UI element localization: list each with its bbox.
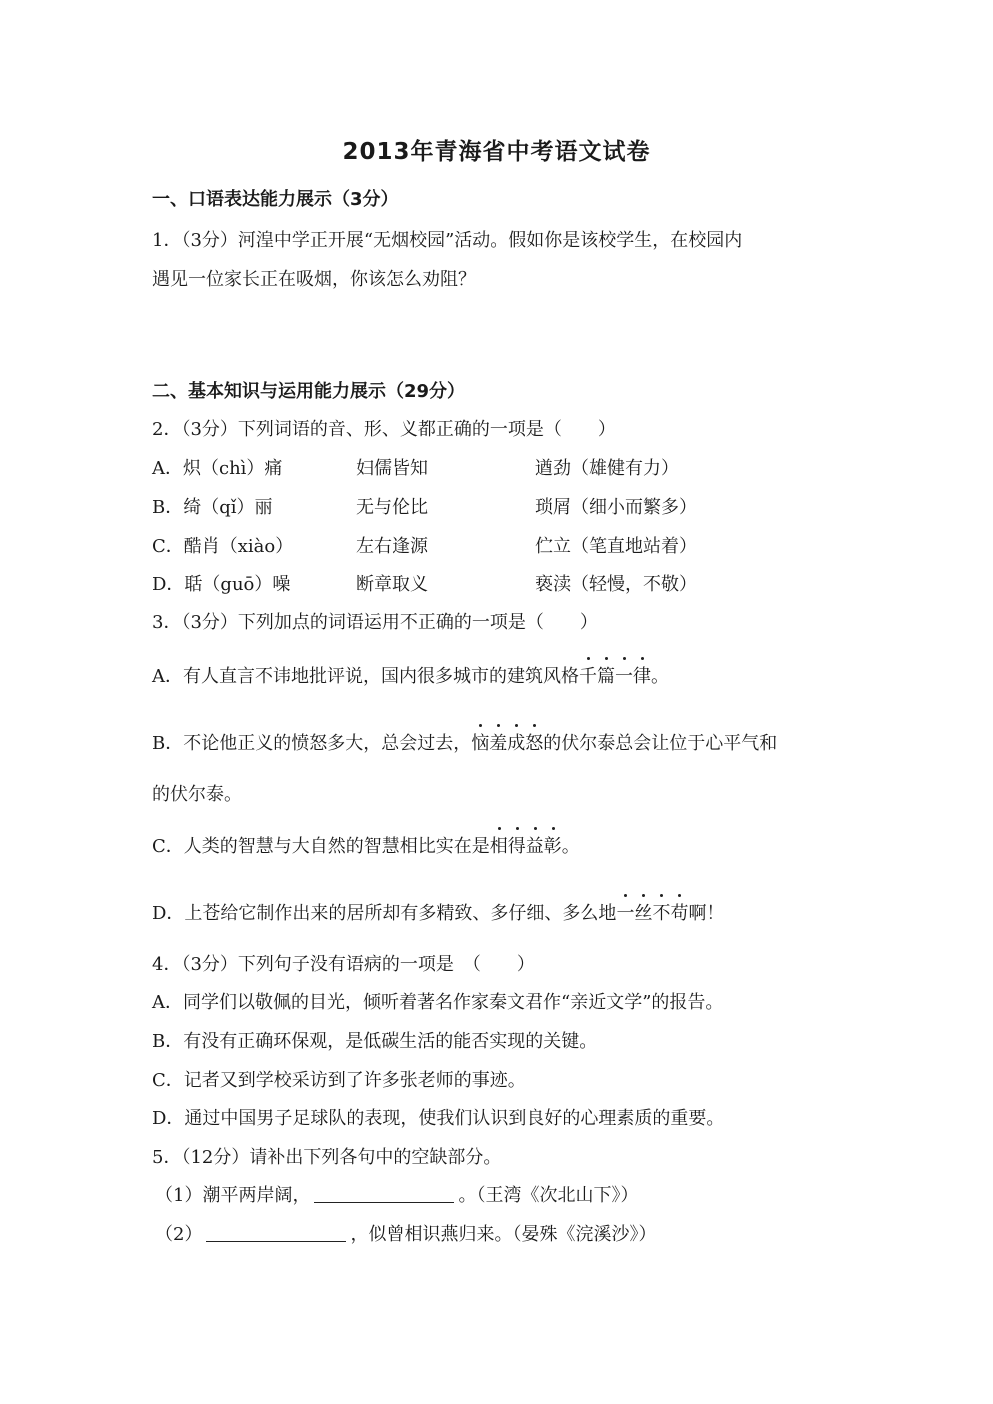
q3-option-d xyxy=(152,902,724,926)
q2-option-d-2: 断章取义 xyxy=(356,574,428,595)
q5-line1 xyxy=(155,1184,638,1208)
q2-stem: 2．（3分）下列词语的音、形、义都正确的一项是（ ） xyxy=(152,419,616,440)
q3-c-dotted-word xyxy=(490,836,562,857)
q3-a-text: A．有人直言不讳地批评说，国内很多城市的建筑风格 xyxy=(152,666,579,687)
dotted-char: 千 xyxy=(579,666,597,687)
dotted-char: 丝 xyxy=(634,903,653,924)
q3-a-end: 。 xyxy=(651,666,669,687)
q2-option-a-2: 妇儒皆知 xyxy=(356,458,428,479)
q5-line1-post: 。（王湾《次北山下》） xyxy=(458,1185,639,1206)
dotted-char: 益 xyxy=(525,836,544,857)
q2-option-c-2: 左右逢源 xyxy=(356,536,428,557)
q3-c-text: C．人类的智慧与大自然的智慧相比实在是 xyxy=(152,836,490,857)
q2-option-b-3: 琐屑（细小而繁多） xyxy=(535,497,697,518)
q5-line2 xyxy=(155,1223,656,1247)
q3-option-a xyxy=(152,665,669,689)
dotted-char: 篇 xyxy=(597,666,615,687)
dotted-char: 不 xyxy=(652,903,671,924)
q3-option-c xyxy=(152,835,580,859)
page-title: 2013年青海省中考语文试卷 xyxy=(342,139,651,165)
q3-d-text: D．上苍给它制作出来的居所却有多精致、多仔细、多么地 xyxy=(152,903,617,924)
dotted-char: 一 xyxy=(615,666,633,687)
q3-stem: 3．（3分）下列加点的词语运用不正确的一项是（ ） xyxy=(152,612,598,633)
dotted-char: 律 xyxy=(633,666,651,687)
q4-option-d: D．通过中国男子足球队的表现，使我们认识到良好的心理素质的重要。 xyxy=(152,1108,725,1129)
q3-d-dotted-word xyxy=(616,903,688,924)
dotted-char: 得 xyxy=(507,836,526,857)
q3-a-dotted-word xyxy=(579,666,651,687)
q3-option-b xyxy=(152,732,777,756)
q3-b-dotted-word xyxy=(471,733,543,754)
q3-b-text: B．不论他正义的愤怒多大，总会过去， xyxy=(152,733,472,754)
q5-line2-pre: （2） xyxy=(155,1224,203,1245)
q4-option-a: A．同学们以敬佩的目光，倾听着著名作家秦文君作“亲近文学”的报告。 xyxy=(152,992,724,1013)
answer-blank-2[interactable] xyxy=(206,1223,346,1242)
answer-blank-1[interactable] xyxy=(314,1184,454,1203)
q3-option-b-line2: 的伏尔泰。 xyxy=(152,784,242,805)
dotted-char: 一 xyxy=(616,903,635,924)
dotted-char: 怒 xyxy=(525,733,544,754)
q1-line1: 1．（3分）河湟中学正开展“无烟校园”活动。假如你是该校学生，在校园内 xyxy=(152,230,743,251)
section1-heading: 一、口语表达能力展示（3分） xyxy=(152,189,399,210)
q2-option-d-3: 亵渎（轻慢，不敬） xyxy=(535,574,697,595)
q4-option-c: C．记者又到学校采访到了许多张老师的事迹。 xyxy=(152,1070,526,1091)
dotted-char: 羞 xyxy=(489,733,508,754)
q2-option-c-3: 伫立（笔直地站着） xyxy=(535,536,697,557)
q4-option-b: B．有没有正确环保观，是低碳生活的能否实现的关键。 xyxy=(152,1031,598,1052)
q2-option-a-3: 遒劲（雄健有力） xyxy=(535,458,679,479)
dotted-char: 彰 xyxy=(543,836,562,857)
q3-b-rest: 的伏尔泰总会让位于心平气和 xyxy=(543,733,778,754)
q2-option-a-1: A．炽（chì）痛 xyxy=(152,458,283,479)
q2-option-b-2: 无与伦比 xyxy=(356,497,428,518)
section2-heading: 二、基本知识与运用能力展示（29分） xyxy=(152,381,466,402)
q2-option-b-1: B．绮（qǐ）丽 xyxy=(152,497,273,518)
q1-line2: 遇见一位家长正在吸烟，你该怎么劝阻？ xyxy=(152,269,476,290)
dotted-char: 成 xyxy=(507,733,526,754)
q2-option-d-1: D．聒（guō）噪 xyxy=(152,574,291,595)
dotted-char: 恼 xyxy=(471,733,490,754)
q3-c-end: 。 xyxy=(561,836,580,857)
q5-line1-pre: （1）潮平两岸阔， xyxy=(155,1185,311,1206)
q4-stem: 4．（3分）下列句子没有语病的一项是 （ ） xyxy=(152,954,535,975)
dotted-char: 相 xyxy=(489,836,508,857)
q2-option-c-1: C．酷肖（xiào） xyxy=(152,536,294,557)
q5-line2-post: ，似曾相识燕归来。（晏殊《浣溪沙》） xyxy=(350,1224,657,1245)
q3-d-end: 啊！ xyxy=(688,903,725,924)
dotted-char: 苟 xyxy=(670,903,689,924)
q5-stem: 5．（12分）请补出下列各句中的空缺部分。 xyxy=(152,1147,502,1168)
